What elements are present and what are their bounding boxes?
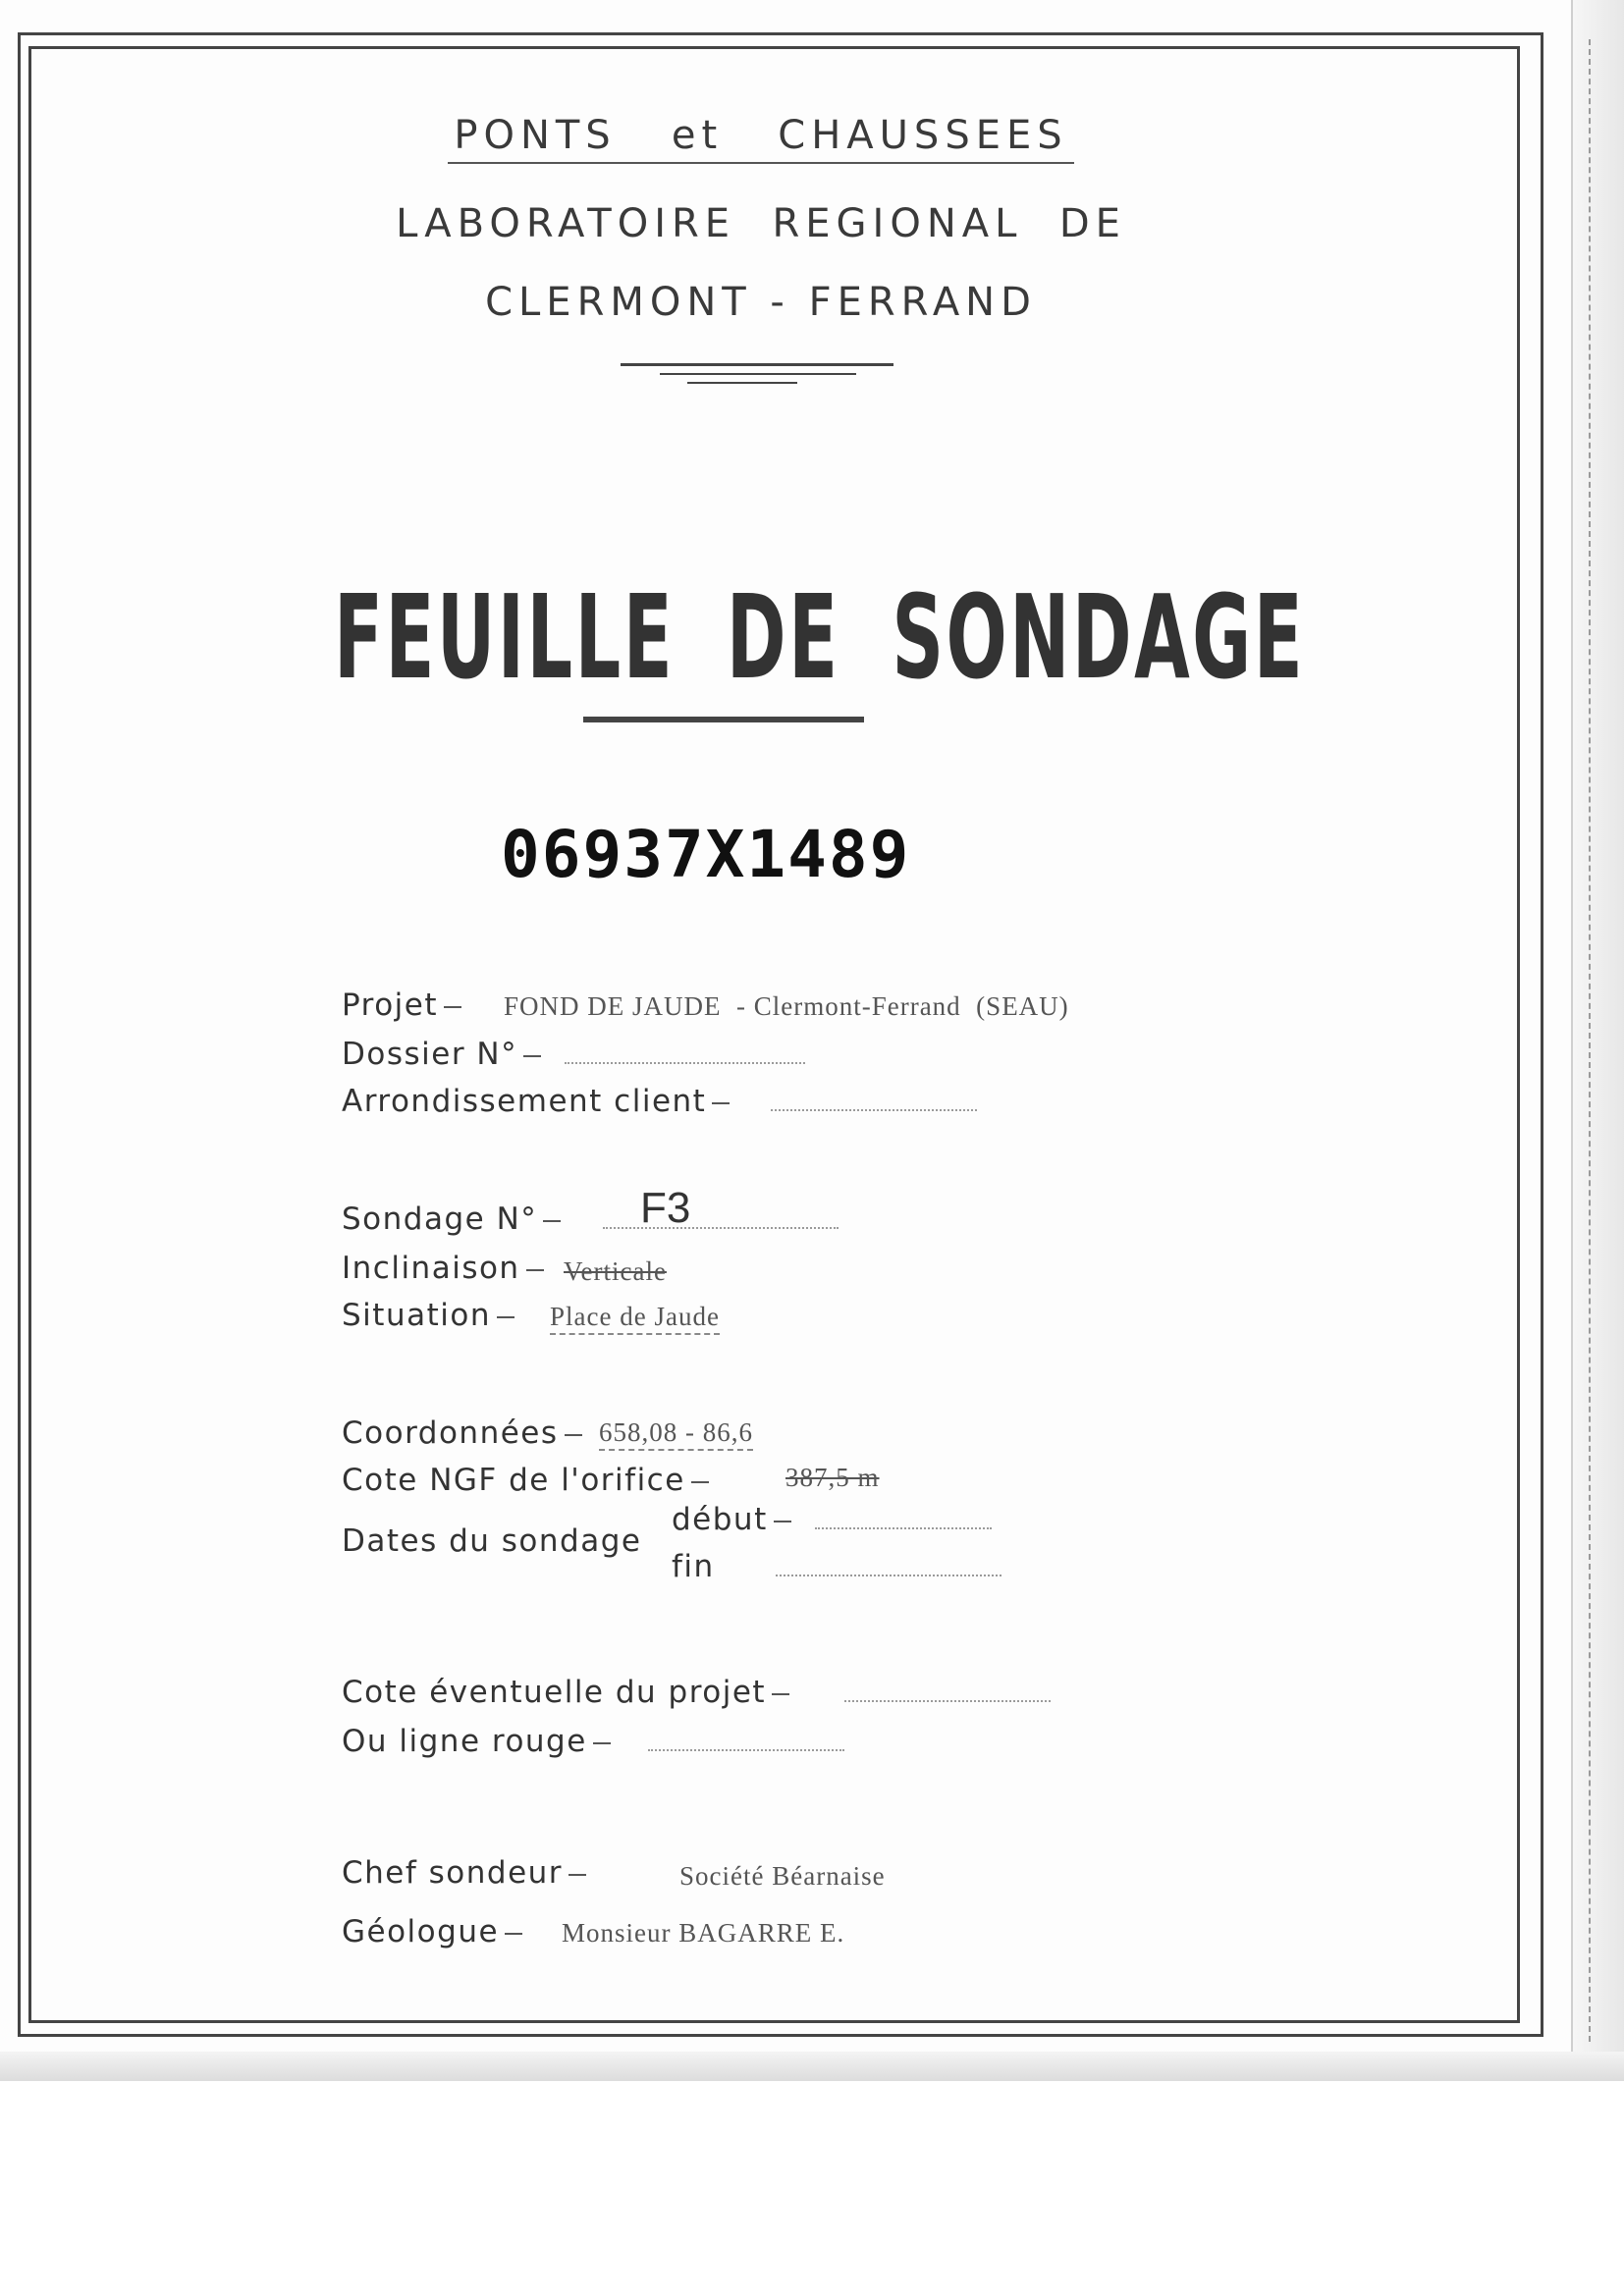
inner-border (28, 46, 1520, 2023)
dates-field (342, 1523, 641, 1559)
header-line-1 (295, 113, 1227, 158)
dates-label: Dates du sondage (342, 1523, 642, 1559)
chef-sondeur-value: Société Béarnaise (679, 1861, 886, 1891)
sondage-blank (603, 1227, 839, 1229)
cote-ngf-field (342, 1463, 717, 1498)
dash (523, 1055, 541, 1057)
dates-fin-field (672, 1549, 715, 1584)
dossier-label: Dossier N° (342, 1037, 518, 1072)
dash (497, 1316, 514, 1318)
dash (712, 1102, 730, 1104)
coordonnees-label: Coordonnées (342, 1415, 559, 1451)
dossier-blank (565, 1062, 805, 1064)
ligne-rouge-field (342, 1724, 619, 1759)
dash (691, 1481, 709, 1483)
sondage-label: Sondage N° (342, 1201, 538, 1237)
arrondissement-blank (771, 1109, 977, 1111)
dash (565, 1434, 582, 1436)
situation-value: Place de Jaude (550, 1302, 720, 1335)
header-rule-1 (621, 363, 893, 366)
dash (444, 1006, 461, 1008)
arrondissement-label: Arrondissement client (342, 1084, 707, 1119)
page-title: FEUILLE DE SONDAGE (334, 569, 1306, 705)
sheet-bottom-edge (0, 2052, 1624, 2081)
dash (568, 1874, 586, 1876)
cote-eventuelle-field (342, 1675, 797, 1710)
projet-field (342, 988, 469, 1023)
dates-fin-label: fin (672, 1549, 715, 1584)
dash (772, 1693, 789, 1695)
geologue-field (342, 1914, 530, 1949)
dash (543, 1220, 561, 1222)
header-line-2: LABORATOIRE REGIONAL DE (396, 201, 1126, 246)
chef-sondeur-field (342, 1855, 594, 1891)
arrondissement-field (342, 1084, 737, 1119)
projet-label: Projet (342, 988, 439, 1023)
cote-ngf-label: Cote NGF de l'orifice (342, 1463, 685, 1498)
margin-perforations (1589, 39, 1610, 2042)
sondage-field (342, 1201, 568, 1237)
inclinaison-label: Inclinaison (342, 1251, 520, 1286)
dash (593, 1742, 611, 1744)
geologue-value: Monsieur BAGARRE E. (562, 1918, 845, 1948)
dash (526, 1269, 544, 1271)
ligne-rouge-label: Ou ligne rouge (342, 1724, 587, 1759)
ligne-rouge-blank (648, 1749, 844, 1751)
cote-eventuelle-label: Cote éventuelle du projet (342, 1675, 767, 1710)
cote-ngf-value: 387,5 m (785, 1463, 880, 1492)
header-line-3: CLERMONT - FERRAND (485, 280, 1037, 325)
geologue-label: Géologue (342, 1914, 500, 1949)
dates-debut-field (672, 1502, 799, 1537)
situation-field (342, 1298, 522, 1333)
dossier-field (342, 1037, 549, 1072)
coordonnees-field (342, 1415, 590, 1451)
sondage-value: F3 (640, 1184, 691, 1232)
header-rule-3 (687, 382, 797, 384)
cote-eventuelle-blank (844, 1700, 1051, 1702)
reference-number: 06937X1489 (501, 817, 911, 892)
dash (774, 1521, 791, 1522)
dates-debut-blank (815, 1527, 992, 1529)
dash (505, 1933, 522, 1935)
coordonnees-value: 658,08 - 86,6 (599, 1417, 753, 1451)
header-rule-2 (660, 373, 856, 375)
inclinaison-field (342, 1251, 552, 1286)
dates-fin-blank (776, 1575, 1001, 1576)
projet-value: FOND DE JAUDE - Clermont-Ferrand (SEAU) (504, 991, 1069, 1021)
title-underline (583, 717, 864, 722)
situation-label: Situation (342, 1298, 491, 1333)
dates-debut-label: début (672, 1502, 768, 1537)
chef-sondeur-label: Chef sondeur (342, 1855, 564, 1891)
inclinaison-value: Verticale (564, 1256, 667, 1286)
header-organisation: PONTS et CHAUSSEES (448, 113, 1073, 164)
